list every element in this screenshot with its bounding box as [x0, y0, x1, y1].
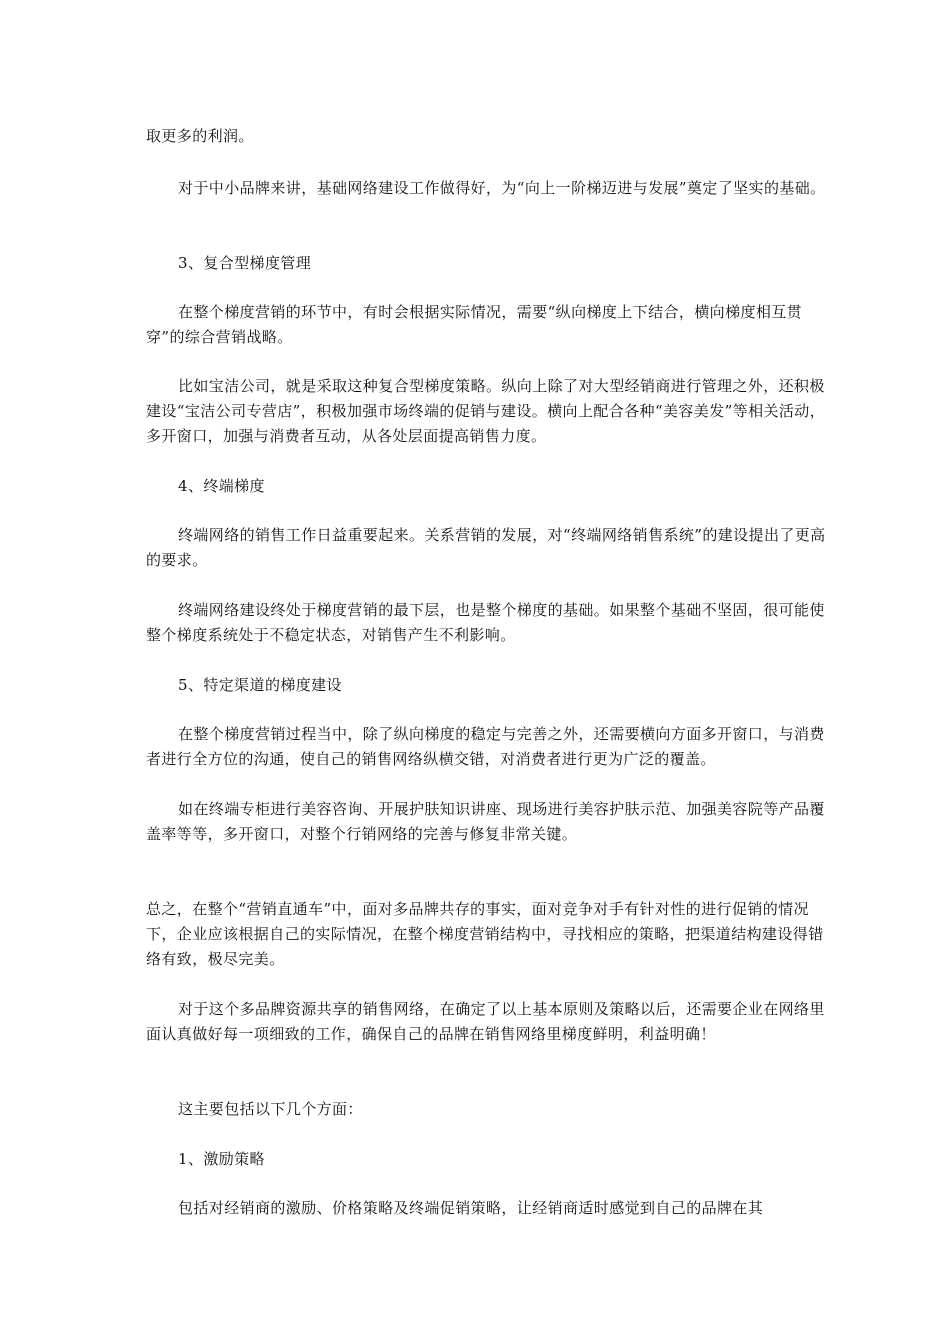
paragraph-beauty-counter: 如在终端专柜进行美容咨询、开展护肤知识讲座、现场进行美容护肤示范、加强美容院等产品覆盖率等等，多开窗口，对整个行销网络的完善与修复非常关键。 [146, 800, 825, 843]
heading-compound-gradient: 3、复合型梯度管理 [178, 254, 312, 272]
paragraph-summary: 总之，在整个“营销直通车”中，面对多品牌共存的事实，面对竞争对手有针对性的进行促销的情况下，企业应该根据自己的实际情况，在整个梯度营销结构中，寻找相应的策略，把渠道结构建设得错络有致，极尽完美。 [146, 900, 824, 968]
paragraph-basic-network: 对于中小品牌来讲，基础网络建设工作做得好，为“向上一阶梯迈进与发展”奠定了坚实的基础。 [178, 179, 826, 197]
paragraph-aspects-intro: 这主要包括以下几个方面： [178, 1100, 363, 1118]
paragraph-shared-network: 对于这个多品牌资源共享的销售网络，在确定了以上基本原则及策略以后，还需要企业在网络里面认真做好每一项细致的工作，确保自己的品牌在销售网络里梯度鲜明，利益明确！ [146, 1000, 825, 1043]
paragraph-pg-example: 比如宝洁公司，就是采取这种复合型梯度策略。纵向上除了对大型经销商进行管理之外，还积极建设“宝洁公司专营店”，积极加强市场终端的促销与建设。横向上配合各种“美容美发”等相关活动，多开窗口，加强与消费者互动，从各处层面提高销售力度。 [146, 377, 826, 445]
heading-specific-channel: 5、特定渠道的梯度建设 [178, 676, 342, 694]
paragraph-incentive-detail: 包括对经销商的激励、价格策略及终端促销策略，让经销商适时感觉到自己的品牌在其 [178, 1199, 764, 1217]
heading-incentive-strategy: 1、激励策略 [178, 1150, 265, 1168]
paragraph-continuation: 取更多的利润。 [146, 127, 254, 145]
paragraph-terminal-network: 终端网络的销售工作日益重要起来。关系营销的发展，对“终端网络销售系统”的建设提出了更高的要求。 [146, 526, 826, 569]
paragraph-terminal-base: 终端网络建设终处于梯度营销的最下层，也是整个梯度的基础。如果整个基础不坚固，很可能使整个梯度系统处于不稳定状态，对销售产生不利影响。 [146, 601, 825, 644]
paragraph-horizontal-windows: 在整个梯度营销过程当中，除了纵向梯度的稳定与完善之外，还需要横向方面多开窗口，与消费者进行全方位的沟通，使自己的销售网络纵横交错，对消费者进行更为广泛的覆盖。 [146, 725, 825, 768]
paragraph-gradient-strategy: 在整个梯度营销的环节中，有时会根据实际情况，需要“纵向梯度上下结合，横向梯度相互贯穿”的综合营销战略。 [146, 303, 803, 346]
heading-terminal-gradient: 4、终端梯度 [178, 477, 265, 495]
